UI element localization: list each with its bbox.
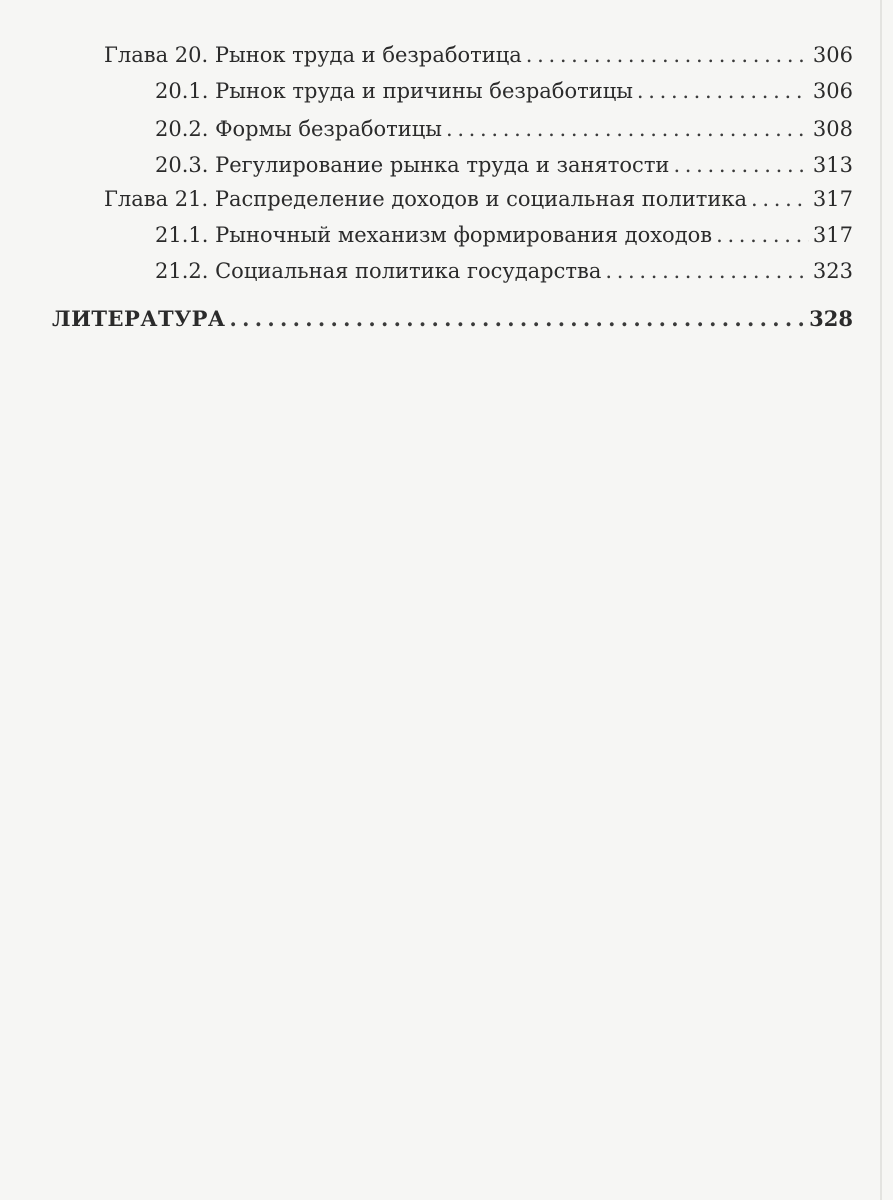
toc-leader-dots — [230, 306, 806, 332]
toc-page-number: 306 — [812, 79, 853, 103]
toc-page-number: 313 — [812, 153, 853, 177]
toc-leader-dots — [605, 258, 809, 284]
toc-entry-label: 20.3. Регулирование рынка труда и занятости — [155, 153, 670, 177]
toc-leader-dots — [526, 42, 809, 68]
toc-entry-literature[interactable] — [52, 306, 853, 334]
toc-page-number: 323 — [812, 259, 853, 283]
toc-page-number: 306 — [812, 43, 853, 67]
page-edge — [880, 0, 882, 1200]
toc-entry-chapter-20[interactable] — [104, 42, 853, 70]
toc-leader-dots — [446, 116, 809, 142]
toc-leader-dots — [637, 78, 809, 104]
toc-entry-section-20-1[interactable] — [155, 78, 853, 106]
toc-entry-section-20-3[interactable] — [155, 152, 853, 180]
toc-leader-dots — [716, 222, 809, 248]
toc-entry-chapter-21[interactable] — [104, 186, 853, 214]
toc-entry-label: Глава 21. Распределение доходов и социальная политика — [104, 187, 748, 211]
toc-leader-dots — [751, 186, 809, 212]
toc-page-number: 317 — [812, 187, 853, 211]
toc-leader-dots — [673, 152, 808, 178]
toc-entry-label: 20.1. Рынок труда и причины безработицы — [155, 79, 633, 103]
toc-page-number: 328 — [809, 306, 853, 331]
toc-entry-section-20-2[interactable] — [155, 116, 853, 144]
toc-entry-label: 20.2. Формы безработицы — [155, 117, 442, 141]
toc-entry-label: 21.1. Рыночный механизм формирования доходов — [155, 223, 713, 247]
toc-entry-section-21-1[interactable] — [155, 222, 853, 250]
toc-page-number: 317 — [812, 223, 853, 247]
toc-entry-label: ЛИТЕРАТУРА — [52, 306, 226, 331]
toc-entry-label: 21.2. Социальная политика государства — [155, 259, 602, 283]
toc-entry-label: Глава 20. Рынок труда и безработица — [104, 43, 522, 67]
toc-entry-section-21-2[interactable] — [155, 258, 853, 286]
toc-page-number: 308 — [812, 117, 853, 141]
